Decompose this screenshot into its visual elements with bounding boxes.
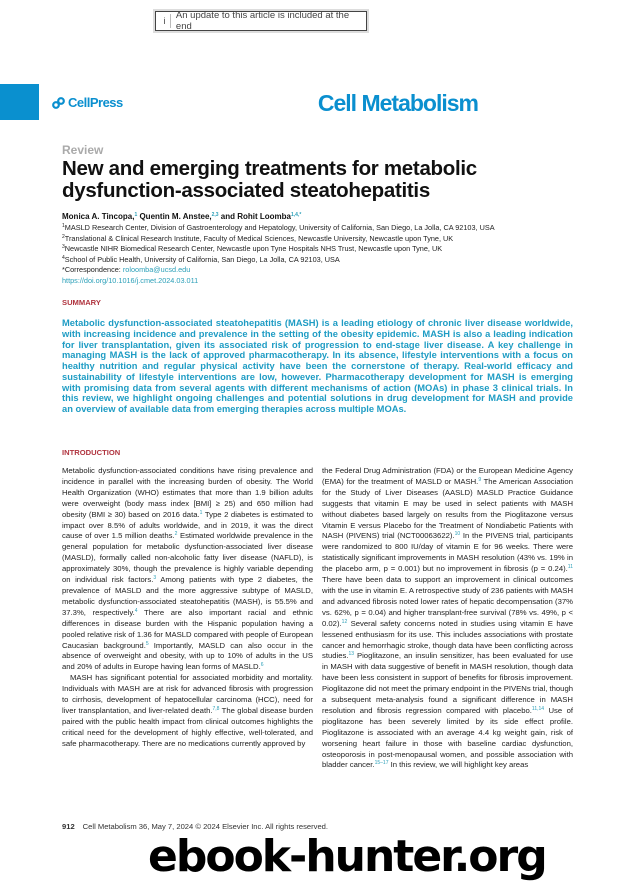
correspondence-label: *Correspondence: [62, 265, 123, 274]
affiliation-number: 4 [62, 254, 65, 261]
citation-link[interactable]: 3 [153, 575, 157, 582]
publisher-name: CellPress [68, 95, 123, 110]
journal-name: Cell Metabolism [317, 90, 478, 116]
doi-link[interactable]: https://doi.org/10.1016/j.cmet.2024.03.011 [62, 275, 199, 285]
title-line: dysfunction-associated steatohepatitis [62, 179, 430, 202]
citation-link[interactable]: 5 [145, 640, 149, 647]
summary-heading: SUMMARY [62, 298, 101, 307]
citation-link[interactable]: 11 [567, 564, 573, 571]
affiliation-text: Newcastle NIHR Biomedical Research Center, Newcastle upon Tyne Hospitals NHS Trust, Newcastle upon Tyne, UK [64, 244, 443, 253]
page-number: 912 [62, 822, 75, 831]
citation-link[interactable]: 6 [260, 662, 264, 669]
paragraph-text: Type 2 diabetes is estimated to impact over 8.5% of adults worldwide, and in 2019, it was the direct cause of over 1.5 million deaths. [62, 509, 313, 541]
affiliation [62, 244, 495, 255]
paragraph-text: Among patients with type 2 diabetes, the prevalence of MASLD and the more aggressive subtype of MASLD, metabolic dysfunction-associated steatohepatitis (MASH), is 55.5% and 37.3%, respectively. [62, 575, 313, 617]
citation-link[interactable]: 7,8 [212, 705, 220, 712]
paragraph-text: Metabolic dysfunction-associated conditions have rising prevalence and incidence in parallel with the increasing burden of obesity. The World Health Organization (WHO) estimates that more than 1.9 billion adults were overweight (body mass index [BMI] ≥ 25) and 650 million had obesity (BMI ≥ 30) based on 2016 data. [62, 466, 313, 519]
citation-link[interactable]: 10 [454, 531, 461, 538]
affiliation-text: Translational & Clinical Research Institute, Faculty of Medical Sciences, Newcastle University, Newcastle upon Tyne, UK [64, 233, 454, 243]
footer-citation: Cell Metabolism 36, May 7, 2024 © 2024 Elsevier Inc. All rights reserved. [82, 822, 329, 831]
paragraph-text: Importantly, MASLD can also occur in the absence of overweight and obesity, with up to 10% of adults in the US and 20% of adults in Europe having lean forms of MASLD. [62, 640, 313, 672]
citation-link[interactable]: 12 [341, 618, 348, 625]
paragraph-text: Several safety concerns noted in studies using vitamin E have lessened enthusiasm for its use. This includes associations with prostate cancer and hemorrhagic stroke, though data have been conflicting across studies. [322, 618, 573, 661]
paragraph-text: the Federal Drug Administration (FDA) or the European Medicine Agency (EMA) for the treatment of MASLD or MASH. [322, 466, 573, 486]
affiliation-number: 3 [62, 244, 65, 250]
paragraph-text: There have been data to support an improvement in clinical outcomes with the use in vitamin E. A retrospective study of 236 patients with MASH and advanced fibrosis noted lower rates of hepatic decompensation (37% vs. 62%, p = 0.04) and higher transplant-free survival (78% vs. 49%, p < 0.02). [322, 575, 573, 628]
affiliation-number: 2 [62, 233, 65, 240]
update-notice-text: An update to this article is included at the end [175, 10, 350, 32]
citation-link[interactable]: 11,14 [531, 705, 545, 712]
body-paragraph [62, 673, 313, 749]
info-icon: i [159, 14, 171, 28]
citation-link[interactable]: 1 [199, 509, 203, 516]
body-paragraph [62, 466, 313, 673]
paragraph-text: In this review, we will highlight key areas [388, 760, 529, 770]
right-column [322, 466, 573, 771]
paragraph-text: The global disease burden paired with the public health impact from clinical outcomes highlights the critical need for the development of highly effective, well-tolerated, and safe pharmacotherapy. There are no medications currently approved by [62, 705, 313, 748]
author-affiliation-sup: 1 [134, 212, 138, 218]
paragraph-text: There are also important racial and ethnic differences in disease burden with the Hispanic population having a pooled relative risk of 1.36 for MASLD compared with people of European Caucasian background. [62, 607, 313, 650]
paragraph-text: MASH has significant potential for associated morbidity and mortality. Individuals with MASH are at risk for advanced fibrosis with progression to cirrhosis, development of hepatocellular carcinoma (HCC), need for liver transplantation, and liver-related death. [62, 673, 313, 715]
left-column [62, 466, 313, 750]
citation-link[interactable]: 15–17 [374, 760, 389, 767]
cellpress-logo [52, 95, 123, 110]
author-list [62, 212, 301, 221]
citation-link[interactable]: 2 [174, 531, 178, 538]
correspondence [62, 265, 495, 276]
color-tab [0, 84, 39, 120]
citation-link[interactable]: 4 [134, 607, 138, 614]
paragraph-text: Estimated worldwide prevalence in the general population for metabolic dysfunction-associated liver disease (MASLD), formally called non-alcoholic fatty liver disease (NAFLD), is approximately 30%, though the prevalence is highly variable depending on individual risk factors. [62, 531, 313, 585]
cellpress-link-icon [52, 97, 65, 109]
affiliation [62, 255, 495, 266]
affiliation-number: 1 [62, 223, 65, 229]
summary-text: Metabolic dysfunction-associated steatohepatitis (MASH) is a leading etiology of chronic liver disease worldwide, with increasing incidence and prevalence in the setting of the obesity epidemic. MASH is also a leading indication for liver transplantation, given its associated risk of progression to end-stage liver disease. A key challenge in managing MASH is the lack of approved pharmacotherapy. In its absence, lifestyle interventions with a focus on healthy nutrition and regular physical activity have been the cornerstone of therapy. Real-world efficacy and sustainability of lifestyle interventions are low, however. Pharmacotherapy development for MASH is emerging with promising data from several agents with different mechanisms of action (MOAs) in phase 3 clinical trials. In this review, we highlight ongoing challenges and potential solutions in drug development for MASH and provide an overview of available data from emerging therapies across multiple MOAs. [62, 318, 573, 414]
author-affiliation-sup: 2,3 [211, 212, 219, 218]
body-paragraph [322, 466, 573, 771]
article-type: Review [62, 143, 104, 157]
title-line: New and emerging treatments for metabolic [62, 157, 477, 180]
introduction-heading: INTRODUCTION [62, 448, 121, 457]
article-update-notice[interactable] [155, 11, 367, 31]
citation-link[interactable]: 13 [348, 651, 355, 658]
affiliation [62, 234, 495, 245]
author: and Rohit Loomba [218, 212, 291, 221]
watermark: ebook-hunter.org [148, 831, 546, 882]
affiliation-text: School of Public Health, University of California, San Diego, La Jolla, CA 92103, USA [64, 254, 340, 264]
paragraph-text: Use of pioglitazone has been severely limited by its side effect profile. Pioglitazone is associated with an average 4.4 kg weight gain, risk of worsening heart failure in those with baseline cardiac dysfunction, osteoporosis in post-menopausal women, and possible association with bladder cancer. [322, 705, 574, 770]
citation-link[interactable]: 9 [478, 476, 482, 483]
correspondence-email-link[interactable]: roloomba@ucsd.edu [122, 265, 191, 274]
affiliation [62, 223, 495, 234]
affiliations [62, 223, 495, 286]
author: Monica A. Tincopa, [62, 212, 135, 221]
paragraph-text: The American Association for the Study of Liver Diseases (AASLD) MASLD Practice Guidance suggests that vitamin E may be used in select patients with MASH without diabetes based largely on results from the Pioglitazone versus Vitamin E versus Placebo for the Treatment of Nondiabetic Patients with NASH (PIVENS) trial (NCT00063622). [322, 476, 573, 541]
author-affiliation-sup: 1,4,* [291, 212, 302, 218]
paragraph-text: In the PIVENS trial, participants were randomized to 800 IU/day of vitamin E for 96 weeks. There were statistically significant improvements in MASH resolution (43% vs. 19% in the placebo arm, p = 0.001) but no improvement in fibrosis (p = 0.24). [322, 531, 574, 574]
paragraph-text: Pioglitazone, an insulin sensitizer, has been evaluated for use in MASH with data suggestive of benefit in MASH resolution, though data have been less consistent in support of benefits for fibrosis improvement. Pioglitazone did not meet the primary endpoint in the PIVENs trial, though a subsequent meta-analysis found a significant difference in MASH resolution and fibrosis regression compared with placebo. [322, 651, 573, 715]
author: Quentin M. Anstee, [137, 212, 212, 221]
article-title [62, 158, 477, 202]
affiliation-text: MASLD Research Center, Division of Gastroenterology and Hepatology, University of California, San Diego, La Jolla, CA 92103, USA [64, 223, 495, 232]
